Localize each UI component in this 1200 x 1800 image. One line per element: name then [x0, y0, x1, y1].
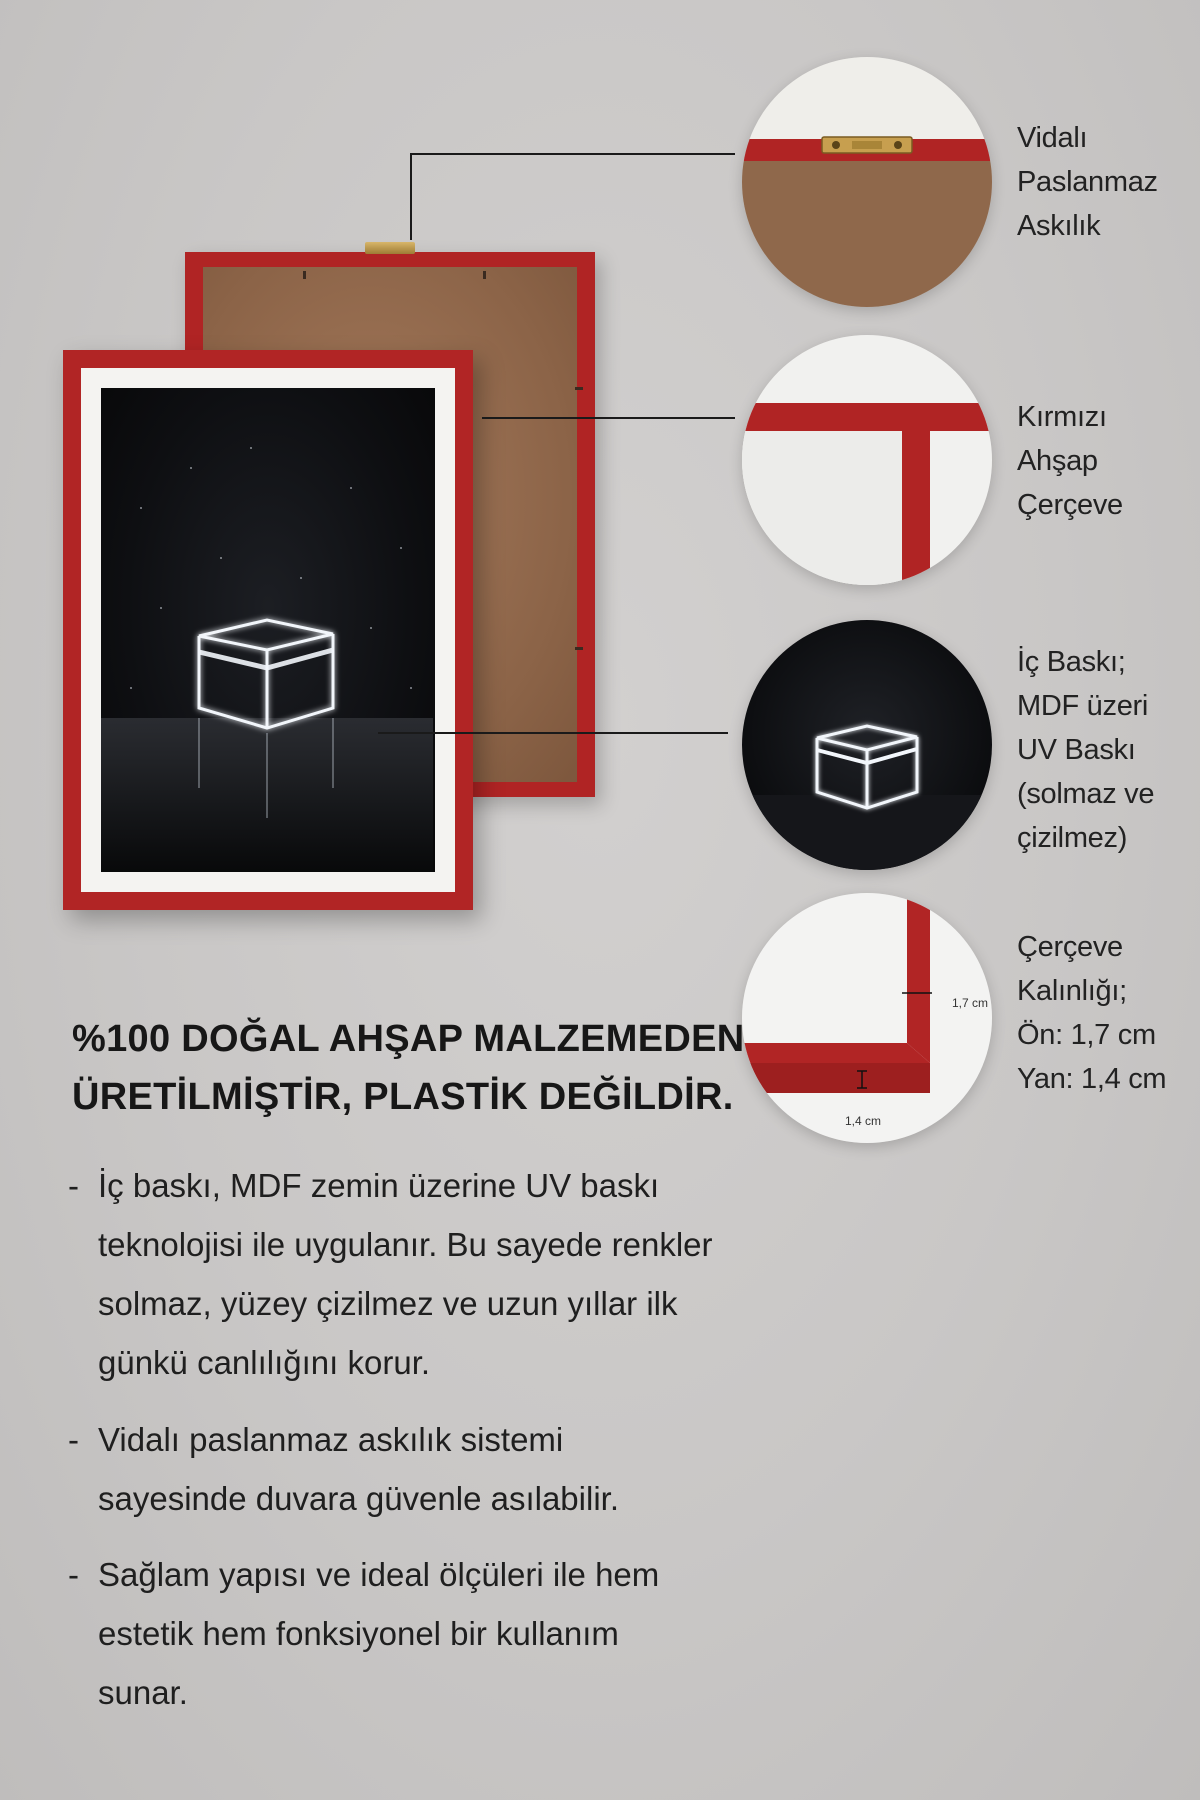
side-thickness-label: 1,4 cm: [845, 1114, 882, 1128]
leader-line-print: [378, 732, 728, 734]
frame-corner-icon: [742, 335, 992, 585]
thickness-caption: Çerçeve Kalınlığı; Ön: 1,7 cm Yan: 1,4 cm: [1017, 931, 1167, 1095]
frame-corner-detail-circle: [742, 335, 992, 585]
front-thickness-label: 1,7 cm: [952, 996, 989, 1010]
frame-caption: Kırmızı Ahşap Çerçeve: [1017, 401, 1123, 521]
hanger-caption: Vidalı Paslanmaz Askılık: [1017, 122, 1158, 242]
hanger-detail-circle: [742, 57, 992, 307]
kaaba-glow-icon: [101, 388, 433, 872]
front-frame: [63, 350, 473, 910]
leader-line-frame: [482, 417, 735, 419]
print-caption: İç Baskı; MDF üzeri UV Baskı (solmaz ve çizilmez): [1017, 646, 1155, 854]
bullet-hanger: - Vidalı paslanmaz askılık sistemi sayesinde duvara güvenle asılabilir.: [68, 1421, 619, 1517]
frame-profile-icon: [742, 893, 992, 1143]
print-detail-circle: [742, 620, 992, 870]
passepartout: [81, 368, 455, 892]
bullet-print: - İç baskı, MDF zemin üzerine UV baskı teknolojisi ile uygulanır. Bu sayede renkler solmaz, yüzey çizilmez ve uzun yıllar ilk günkü canlılığını korur.: [68, 1167, 713, 1381]
thickness-detail-circle: [742, 893, 992, 1143]
hanger-detail-icon: [742, 57, 992, 307]
leader-line-hanger-vertical: [410, 155, 412, 240]
print-detail-icon: [742, 620, 992, 870]
kaaba-artwork: [101, 388, 435, 872]
headline: %100 DOĞAL AHŞAP MALZEMEDEN ÜRETİLMİŞTİR, PLASTİK DEĞİLDİR.: [72, 1018, 745, 1118]
leader-line-hanger: [410, 153, 735, 155]
hanger-icon: [365, 242, 415, 254]
bullet-structure: - Sağlam yapısı ve ideal ölçüleri ile hem estetik hem fonksiyonel bir kullanım sunar.: [68, 1556, 660, 1711]
